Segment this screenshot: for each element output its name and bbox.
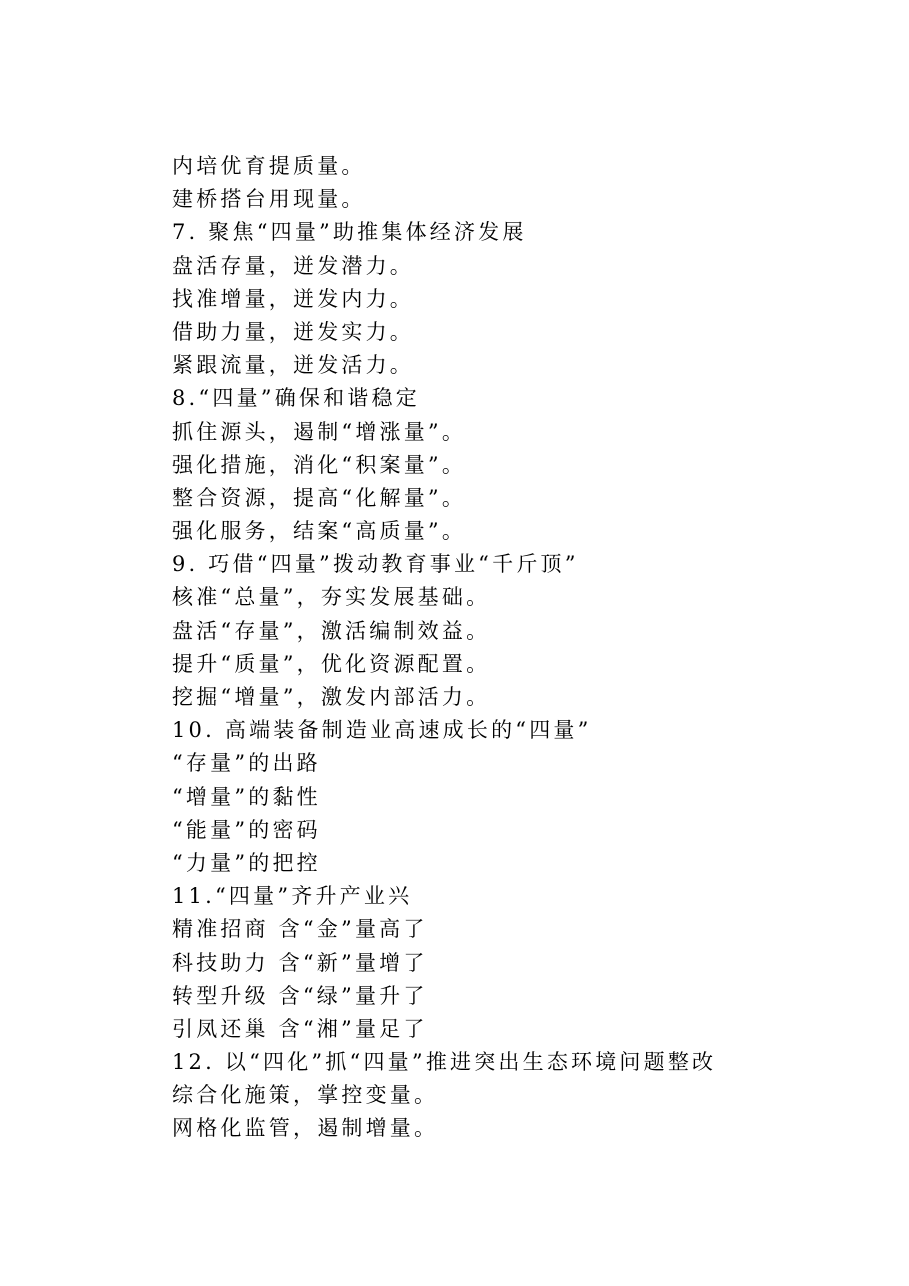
section-heading-9: 9. 巧借“四量”拨动教育事业“千斤顶” — [172, 552, 579, 577]
text-line: 借助力量，迸发实力。 — [172, 319, 414, 344]
text-line: 提升“质量”，优化资源配置。 — [172, 651, 491, 676]
document-body — [172, 150, 862, 1146]
section-heading-11: 11.“四量”齐升产业兴 — [172, 884, 413, 909]
section-heading-7: 7. 聚焦“四量”助推集体经济发展 — [172, 220, 527, 245]
text-line: 整合资源，提高“化解量”。 — [172, 485, 467, 510]
text-line: 网格化监管，遏制增量。 — [172, 1116, 439, 1141]
text-line: 抓住源头，遏制“增涨量”。 — [172, 419, 467, 444]
text-line: “存量”的出路 — [172, 751, 321, 776]
text-line: “能量”的密码 — [172, 817, 321, 842]
text-line: 转型升级 含“绿”量升了 — [172, 983, 428, 1008]
section-heading-12: 12. 以“四化”抓“四量”推进突出生态环境问题整改 — [172, 1050, 717, 1075]
text-line: “增量”的黏性 — [172, 784, 321, 809]
text-line: 精准招商 含“金”量高了 — [172, 917, 428, 942]
text-line: 核准“总量”，夯实发展基础。 — [172, 585, 491, 610]
text-line: 综合化施策，掌控变量。 — [172, 1083, 439, 1108]
section-heading-10: 10. 高端装备制造业高速成长的“四量” — [172, 718, 592, 743]
section-heading-8: 8.“四量”确保和谐稳定 — [172, 386, 420, 411]
text-line: 挖掘“增量”，激发内部活力。 — [172, 685, 491, 709]
text-line: 建桥搭台用现量。 — [172, 187, 366, 212]
text-line: 盘活“存量”，激活编制效益。 — [172, 618, 491, 643]
text-line: 内培优育提质量。 — [172, 154, 366, 178]
text-line: 找准增量，迸发内力。 — [172, 286, 414, 311]
text-line: 强化服务，结案“高质量”。 — [172, 519, 467, 544]
text-line: 科技助力 含“新”量增了 — [172, 950, 428, 975]
text-line: 引凤还巢 含“湘”量足了 — [172, 1016, 428, 1041]
text-line: 盘活存量，迸发潜力。 — [172, 253, 414, 278]
text-line: 紧跟流量，迸发活力。 — [172, 353, 414, 378]
text-line: 强化措施，消化“积案量”。 — [172, 452, 467, 477]
text-line: “力量”的把控 — [172, 850, 321, 875]
